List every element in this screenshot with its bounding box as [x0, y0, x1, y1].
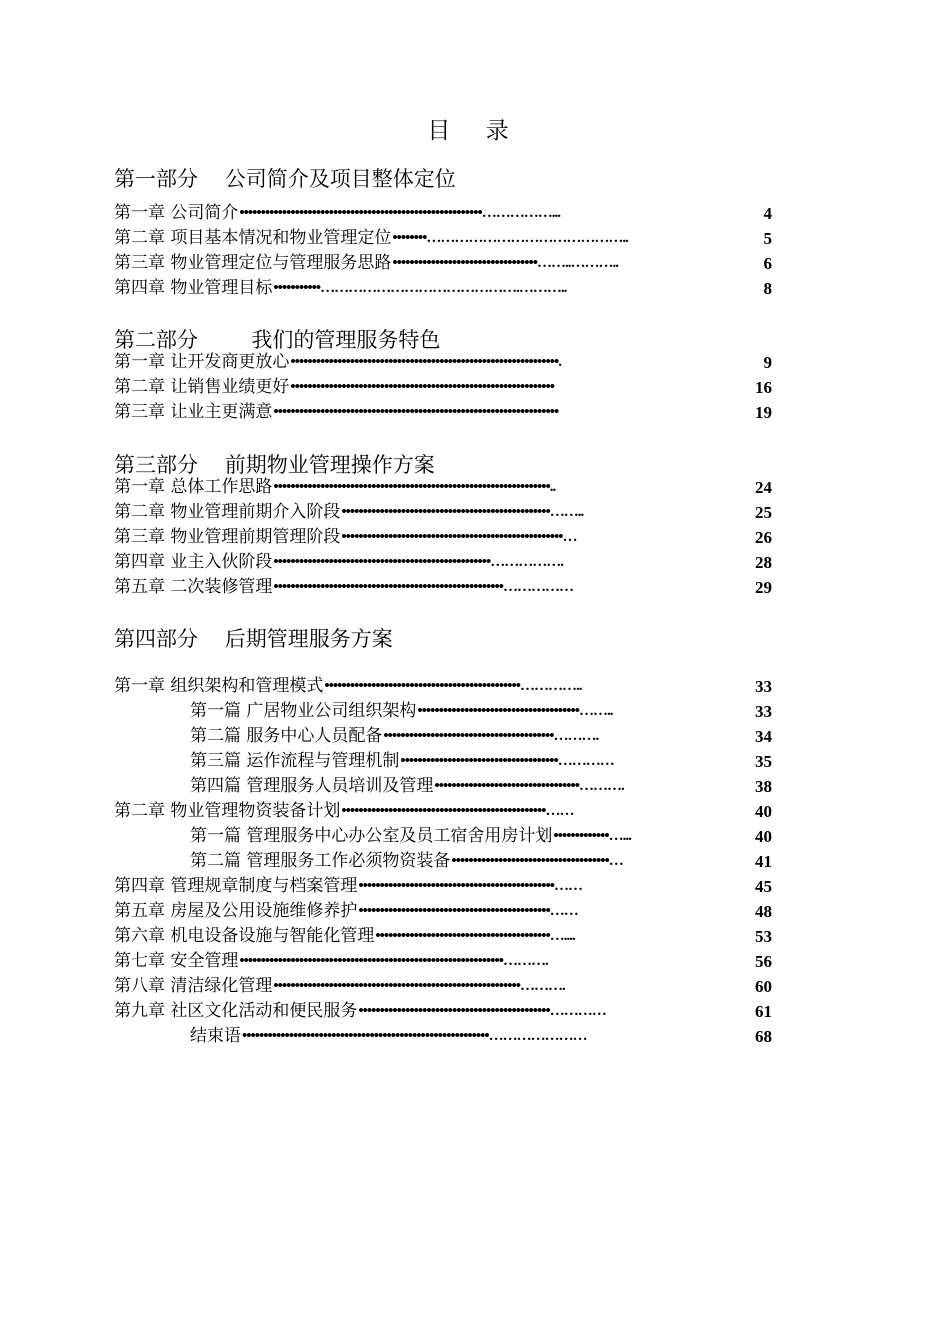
- dot-leader: •••••••••••••••••••••••••••••••••••••••••…....: [375, 928, 575, 944]
- toc-page-number: 19: [755, 403, 772, 422]
- dot-leader: •••••••••••••••••••••••••••••••••••••••••••••••••••••••••••••••••••: [273, 404, 559, 420]
- toc-entry[interactable]: [114, 251, 772, 276]
- part-heading: 第三部分 前期物业管理操作方案: [114, 453, 435, 477]
- toc-entry[interactable]: [114, 674, 772, 699]
- dot-leader: •••••••••••••••••••••••••••••••••••••••••••••…………: [358, 1003, 606, 1019]
- toc-entry-label: 第三章 让业主更满意: [114, 402, 273, 422]
- toc-page-number: 6: [763, 254, 772, 273]
- toc-entry-label: 第一章 组织架构和管理模式: [114, 676, 324, 696]
- toc-entry-label: 第三章 物业管理前期管理阶段: [114, 527, 341, 547]
- dot-leader: •••••••••••••••••••••••••••••••••••••••••••••••••••••••••••••••••..: [273, 479, 556, 495]
- toc-entry[interactable]: [114, 949, 772, 974]
- toc-page-number: 60: [755, 977, 772, 996]
- dot-leader: •••••••••••••••••••••••••••••••••••••••••••••••••••••••••……………...: [239, 205, 560, 221]
- toc-entry-label: 第七章 安全管理: [114, 951, 239, 971]
- part-heading: 第二部分 我们的管理服务特色: [114, 328, 441, 352]
- toc-entry-label: 第二章 物业管理前期介入阶段: [114, 502, 341, 522]
- dot-leader: ••••••••••••••••••••••••••••••••••••••••••••••••••••••••••……….: [273, 978, 565, 994]
- toc-entry-label: 第一篇 广居物业公司组织架构: [190, 701, 417, 721]
- toc-page-number: 25: [755, 503, 772, 522]
- toc-entry[interactable]: [114, 999, 772, 1024]
- toc-page-number: 45: [755, 877, 772, 896]
- toc-entry[interactable]: [114, 575, 772, 600]
- toc-entry-label: 第二篇 管理服务工作必须物资装备: [190, 851, 451, 871]
- dot-leader: ••••••••••••••••••••••••••••••••••••••••……….: [383, 728, 599, 744]
- toc-entry[interactable]: [114, 525, 772, 550]
- part-heading: 第四部分 后期管理服务方案: [114, 627, 393, 651]
- toc-page-number: 40: [755, 802, 772, 821]
- toc-entry-label: 第三篇 运作流程与管理机制: [190, 751, 400, 771]
- dot-leader: •••••••••••••••••••••••••••••••••••••••••••••••••••…………….: [273, 554, 563, 570]
- toc-entry-label: 第二章 项目基本情况和物业管理定位: [114, 228, 392, 248]
- toc-page-number: 68: [755, 1027, 772, 1046]
- toc-entry[interactable]: [114, 550, 772, 575]
- dot-leader: ••••••••••••••••••••••••••••••••••••••••••••••••••••••••••…………………: [242, 1028, 587, 1044]
- toc-entry-label: 第二章 让销售业绩更好: [114, 377, 290, 397]
- toc-entry[interactable]: [114, 874, 772, 899]
- toc-entry-label: 第五章 房屋及公用设施维修养护: [114, 901, 358, 921]
- dot-leader: ••••••••••••••••••••••••••••••••••••••••••••••……: [358, 878, 582, 894]
- toc-page-number: 40: [755, 827, 772, 846]
- toc-page-number: 8: [763, 279, 772, 298]
- toc-page-number: 56: [755, 952, 772, 971]
- toc-page-number: 9: [763, 353, 772, 372]
- dot-leader: •••••••••••…………………………………….………..: [273, 280, 567, 296]
- toc-page-number: 48: [755, 902, 772, 921]
- toc-page-number: 5: [763, 229, 772, 248]
- toc-entry[interactable]: [114, 375, 772, 400]
- toc-entry-label: 第三章 物业管理定位与管理服务思路: [114, 253, 392, 273]
- toc-entry-label: 第一章 让开发商更放心: [114, 352, 290, 372]
- toc-entry-label: 结束语: [190, 1026, 241, 1046]
- toc-page-number: 53: [755, 927, 772, 946]
- toc-entry[interactable]: [114, 974, 772, 999]
- toc-page-number: 29: [755, 578, 772, 597]
- dot-leader: ••••••••••••••••••••••••••••••••••••••••••••••…………..: [324, 678, 582, 694]
- toc-entry-label: 第一章 总体工作思路: [114, 477, 273, 497]
- toc-entry-label: 第六章 机电设备设施与智能化管理: [114, 926, 375, 946]
- dot-leader: ••••••••••••••••••••••••••••••••••••••••••••••••……: [341, 803, 574, 819]
- toc-entry[interactable]: [114, 276, 772, 301]
- dot-leader: ••••••••……………………………………..: [392, 230, 628, 246]
- toc-page-number: 61: [755, 1002, 772, 1021]
- toc-entry-label: 第一章 公司简介: [114, 203, 239, 223]
- toc-entry-label: 第九章 社区文化活动和便民服务: [114, 1001, 358, 1021]
- toc-entry[interactable]: [190, 849, 772, 874]
- toc-entry-label: 第八章 清洁绿化管理: [114, 976, 273, 996]
- toc-entry-label: 第五章 二次装修管理: [114, 577, 273, 597]
- toc-entry-label: 第四章 物业管理目标: [114, 278, 273, 298]
- toc-entry-label: 第二篇 服务中心人员配备: [190, 726, 383, 746]
- toc-entry[interactable]: [114, 475, 772, 500]
- toc-entry-label: 第二章 物业管理物资装备计划: [114, 801, 341, 821]
- toc-page-number: 34: [755, 727, 772, 746]
- dot-leader: ••••••••••••••••••••••••••••••••••••••••••••••••••••••……………: [273, 579, 573, 595]
- dot-leader: •••••••••••••••••••••••••••••••••••••••••••••……: [358, 903, 578, 919]
- toc-entry[interactable]: [190, 1024, 772, 1049]
- dot-leader: ••••••••••••••••••••••••••••••••••••••……..: [417, 703, 613, 719]
- dot-leader: ••••••••••••••••••••••••••••••••••••••••••••••••••••…: [341, 529, 577, 545]
- toc-entry[interactable]: [114, 226, 772, 251]
- dot-leader: •••••••••••••••••••••••••••••••••••••…: [451, 853, 623, 869]
- toc-page-number: 33: [755, 702, 772, 721]
- toc-entry[interactable]: [114, 201, 772, 226]
- toc-page-number: 4: [763, 204, 772, 223]
- toc-entry[interactable]: [190, 774, 772, 799]
- toc-page-number: 24: [755, 478, 772, 497]
- dot-leader: ••••••••••••••••••••••••••••••••••……..………..: [392, 255, 618, 271]
- toc-page-number: 38: [755, 777, 772, 796]
- toc-entry[interactable]: [190, 699, 772, 724]
- toc-entry-label: 第四篇 管理服务人员培训及管理: [190, 776, 434, 796]
- dot-leader: ••••••••••••••••••••••••••••••••••……….: [434, 778, 624, 794]
- toc-entry[interactable]: [114, 924, 772, 949]
- toc-entry[interactable]: [190, 749, 772, 774]
- toc-page-number: 28: [755, 553, 772, 572]
- dot-leader: •••••••••••••••••••••••••••••••••••••…………: [400, 753, 614, 769]
- toc-entry[interactable]: [114, 500, 772, 525]
- toc-entry[interactable]: [114, 799, 772, 824]
- toc-page-number: 41: [755, 852, 772, 871]
- dot-leader: •••••••••••••••••••••••••••••••••••••••••••••••••••••••••••••••.: [290, 354, 561, 370]
- toc-entry-label: 第四章 业主入伙阶段: [114, 552, 273, 572]
- dot-leader: ••••••••••••••••••••••••••••••••••••••••••••••••••••••••••••••……….: [239, 953, 548, 969]
- toc-entry[interactable]: [114, 350, 772, 375]
- toc-page-number: 35: [755, 752, 772, 771]
- toc-entry-label: 第一篇 管理服务中心办公室及员工宿舍用房计划: [190, 826, 553, 846]
- toc-title: 目 录: [427, 118, 523, 144]
- dot-leader: ••••••••••••••••••••••••••••••••••••••••••••••••••••••••••••••: [290, 379, 554, 395]
- toc-page-number: 16: [755, 378, 772, 397]
- toc-page-number: 26: [755, 528, 772, 547]
- toc-entry[interactable]: [190, 724, 772, 749]
- toc-entry[interactable]: [114, 899, 772, 924]
- toc-entry[interactable]: [114, 400, 772, 425]
- toc-entry-label: 第四章 管理规章制度与档案管理: [114, 876, 358, 896]
- toc-page-number: 33: [755, 677, 772, 696]
- toc-entry[interactable]: [190, 824, 772, 849]
- part-heading: 第一部分 公司简介及项目整体定位: [114, 167, 456, 191]
- dot-leader: •••••••••••••••••••••••••••••••••••••••••••••••••……..: [341, 504, 584, 520]
- dot-leader: •••••••••••••…...: [553, 828, 631, 844]
